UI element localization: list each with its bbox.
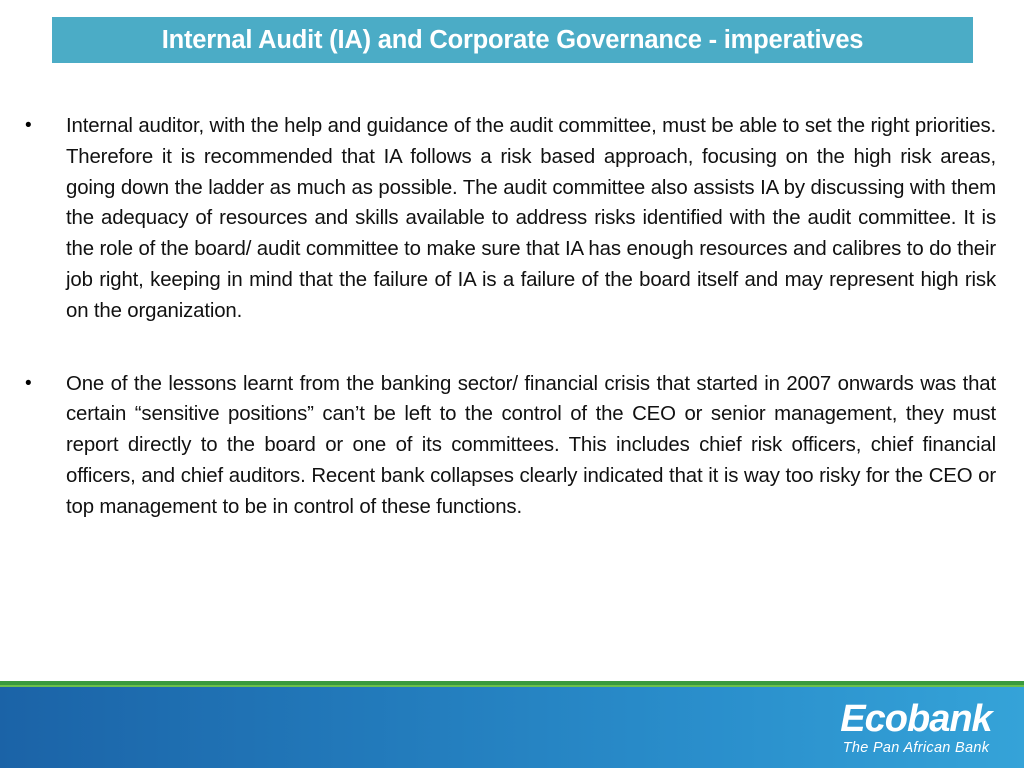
footer-banner [0, 681, 1024, 768]
slide-body [24, 111, 996, 565]
ecobank-logo [826, 699, 1006, 757]
slide-title-bar [52, 17, 973, 63]
slide-title: Internal Audit (IA) and Corporate Governance - imperatives [161, 25, 864, 54]
bullet-item [24, 111, 996, 327]
footer-accent-line-light [0, 685, 1024, 687]
bullet-marker: • [25, 372, 32, 394]
bullet-item [24, 369, 996, 523]
bullet-text: One of the lessons learnt from the banking sector/ financial crisis that started in 2007 onwards was that certain “sensitive positions” can’t be left to the control of the CEO or senior management, they must report directly to the board or one of its committees. This includes chief risk officers, chief financial officers, and chief auditors. Recent bank collapses clearly indicated that it is way too risky for the CEO or top management to be in control of these functions. [66, 372, 996, 518]
logo-tagline: The Pan African Bank [842, 740, 990, 756]
bullet-text: Internal auditor, with the help and guidance of the audit committee, must be able to set the right priorities. Therefore it is recommended that IA follows a risk based approach, focusing on the high risk areas, going down the ladder as much as possible. The audit committee also assists IA by discussing with them the adequacy of resources and skills available to address risks identified with the audit committee. It is the role of the board/ audit committee to make sure that IA has enough resources and calibres to do their job right, keeping in mind that the failure of IA is a failure of the board itself and may represent high risk on the organization. [66, 115, 996, 322]
logo-name: Ecobank [840, 698, 992, 740]
bullet-marker: • [25, 115, 32, 136]
